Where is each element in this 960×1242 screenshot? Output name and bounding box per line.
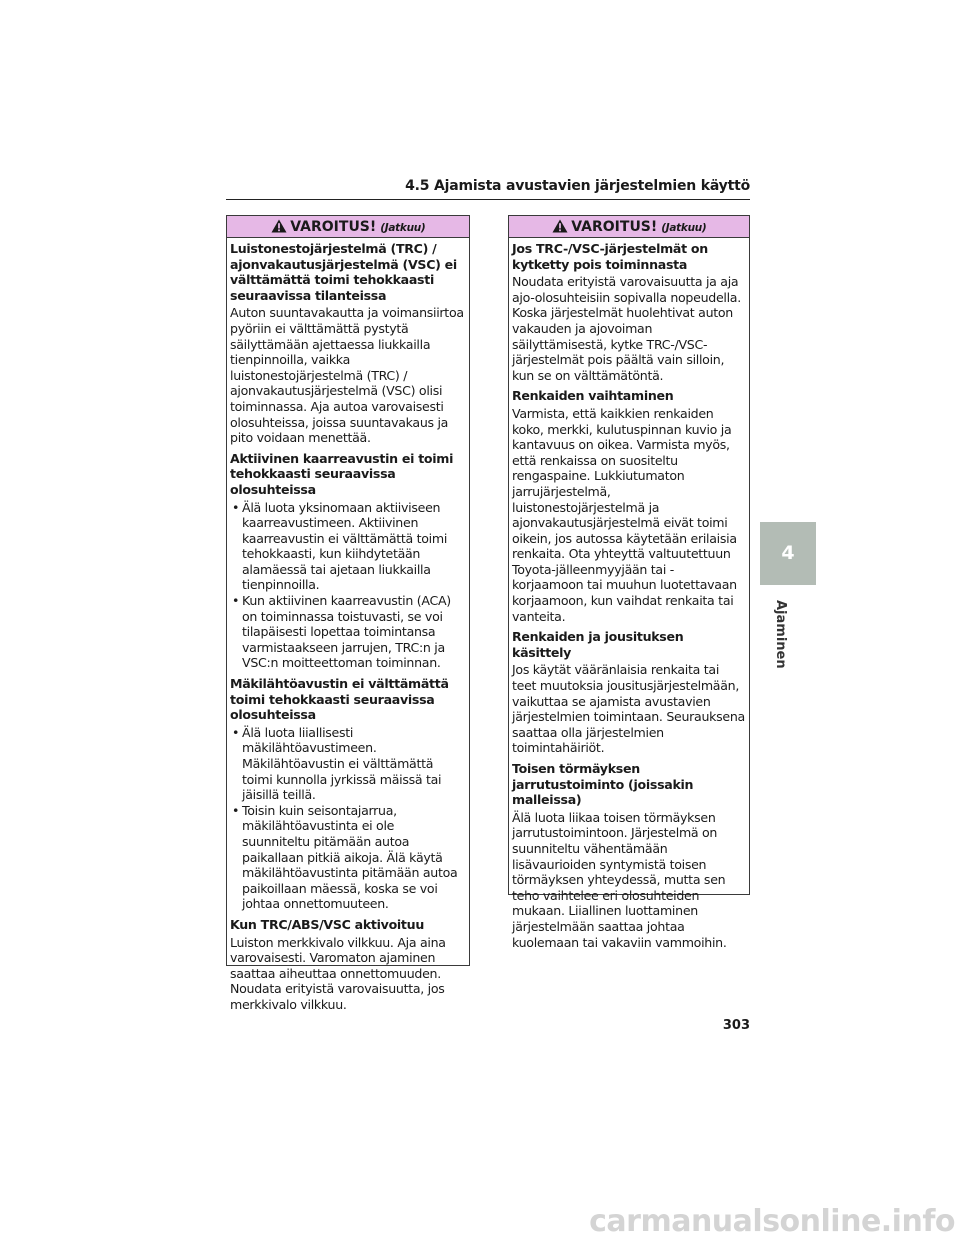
warning-box-right <box>508 215 750 950</box>
section-heading: Jos TRC-/VSC-järjestelmät on kytketty pois toiminnasta <box>512 241 708 272</box>
warning-title: VAROITUS! <box>290 219 377 235</box>
bullet-item: • Kun aktiivinen kaarreavustin (ACA) on toiminnassa toistuvasti, se voi tilapäisesti lopettaa toimintansa varmistaakseen jarrujen, TRC:n ja VSC:n moitteettoman toiminnan. <box>230 593 465 671</box>
section-heading: Toisen törmäyksen jarrutustoiminto (joissakin malleissa) <box>512 761 694 808</box>
section-heading: Aktiivinen kaarreavustin ei toimi tehokkaasti seuraavissa olosuhteissa <box>230 450 454 497</box>
paragraph: Varmista, että kaikkien renkaiden koko, merkki, kulutuspinnan kuvio ja kantavuus on oikea. Varmista myös, että renkaissa on suositeltu rengaspaine. Lukkiutumaton jarrujärjestelmä, luistonestojärjestelmä ja ajonvakautusjärjestelmä eivät toimi oikein, jos autossa käytetään erilaisia renkaita. Ota yhteyttä valtuutettuun Toyota-jälleenmyyjään tai -korjaamoon tai muuhun luotettavaan korjaamoon, kun vaihdat renkaita tai vanteita. <box>512 405 737 624</box>
bullet-list <box>230 725 465 912</box>
warning-box-left <box>226 215 470 1012</box>
paragraph: Auton suuntavakautta ja voimansiirtoa pyöriin ei välttämättä pystytä säilyttämään ajettaessa liukkailla tienpinnoilla, vaikka luistonestojärjestelmä (TRC) / ajonvakautusjärjestelmä (VSC) olisi toiminnassa. Aja autoa varovaisesti olosuhteissa, joissa suuntavakaus ja pito voidaan menettää. <box>230 305 464 446</box>
chapter-tab: 4 <box>760 522 816 585</box>
watermark: carmanualsonline.info <box>589 1204 955 1239</box>
section-header: 4.5 Ajamista avustavien järjestelmien käyttö <box>405 178 750 194</box>
paragraph: Älä luota liikaa toisen törmäyksen jarrutustoimintoon. Järjestelmä on suunniteltu vähentämään lisävaurioiden syntymistä toisen törmäyksen yhteydessä, mutta sen teho vaihtelee eri olosuhteiden mukaan. Liiallinen luottaminen järjestelmään saattaa johtaa kuolemaan tai vakaviin vammoihin. <box>512 809 727 950</box>
section-heading: Renkaiden vaihtaminen <box>512 388 674 404</box>
warning-header <box>509 216 749 238</box>
paragraph: Jos käytät vääränlaisia renkaita tai teet muutoksia jousitusjärjestelmään, vaikuttaa se ajamista avustavien järjestelmien toimintaan. Seurauksena saattaa olla järjestelmien toimintahäiriöt. <box>512 662 745 756</box>
chapter-label-text: Ajaminen <box>773 600 788 669</box>
chapter-label <box>773 600 803 669</box>
bullet-item: • Toisin kuin seisontajarrua, mäkilähtöavustinta ei ole suunniteltu pitämään autoa paikallaan pitkiä aikoja. Älä käytä mäkilähtöavustinta pitämään autoa paikoillaan mäessä, koska se voi johtaa onnettomuuteen. <box>230 803 465 912</box>
warning-content <box>227 238 469 1022</box>
warning-triangle-icon <box>552 219 568 233</box>
warning-title: VAROITUS! <box>571 219 658 235</box>
header-rule <box>226 199 750 200</box>
bullet-item: • Älä luota yksinomaan aktiiviseen kaarreavustimeen. Aktiivinen kaarreavustin ei välttämättä toimi tehokkaasti, kun kiihdytetään alamäessä tai ajetaan liukkailla tienpinnoilla. <box>230 500 465 594</box>
section-heading: Mäkilähtöavustin ei välttämättä toimi tehokkaasti seuraavissa olosuhteissa <box>230 676 449 723</box>
bullet-item: • Älä luota liiallisesti mäkilähtöavustimeen. Mäkilähtöavustin ei välttämättä toimi kunnolla jyrkissä mäissä tai jäisillä teillä. <box>230 725 465 803</box>
page-number: 303 <box>722 1018 750 1033</box>
section-heading: Renkaiden ja jousituksen käsittely <box>512 629 684 660</box>
warning-content <box>509 238 749 959</box>
bullet-list <box>230 500 465 672</box>
section-heading: Luistonestojärjestelmä (TRC) / ajonvakautusjärjestelmä (VSC) ei välttämättä toimi tehokkaasti seuraavissa tilanteissa <box>230 241 457 303</box>
warning-continued: (Jatkuu) <box>661 222 707 234</box>
paragraph: Luiston merkkivalo vilkkuu. Aja aina varovaisesti. Varomaton ajaminen saattaa aiheuttaa onnettomuuden. Noudata erityistä varovaisuutta, jos merkkivalo vilkkuu. <box>230 934 446 1012</box>
section-heading: Kun TRC/ABS/VSC aktivoituu <box>230 916 424 932</box>
warning-continued: (Jatkuu) <box>380 222 426 234</box>
paragraph: Noudata erityistä varovaisuutta ja aja ajo-olosuhteisiin sopivalla nopeudella. Koska järjestelmät huolehtivat auton vakauden ja ajovoiman säilyttämisestä, kytke TRC-/VSC-järjestelmät pois päältä vain silloin, kun se on välttämätöntä. <box>512 274 741 383</box>
warning-triangle-icon <box>271 219 287 233</box>
warning-header <box>227 216 469 238</box>
